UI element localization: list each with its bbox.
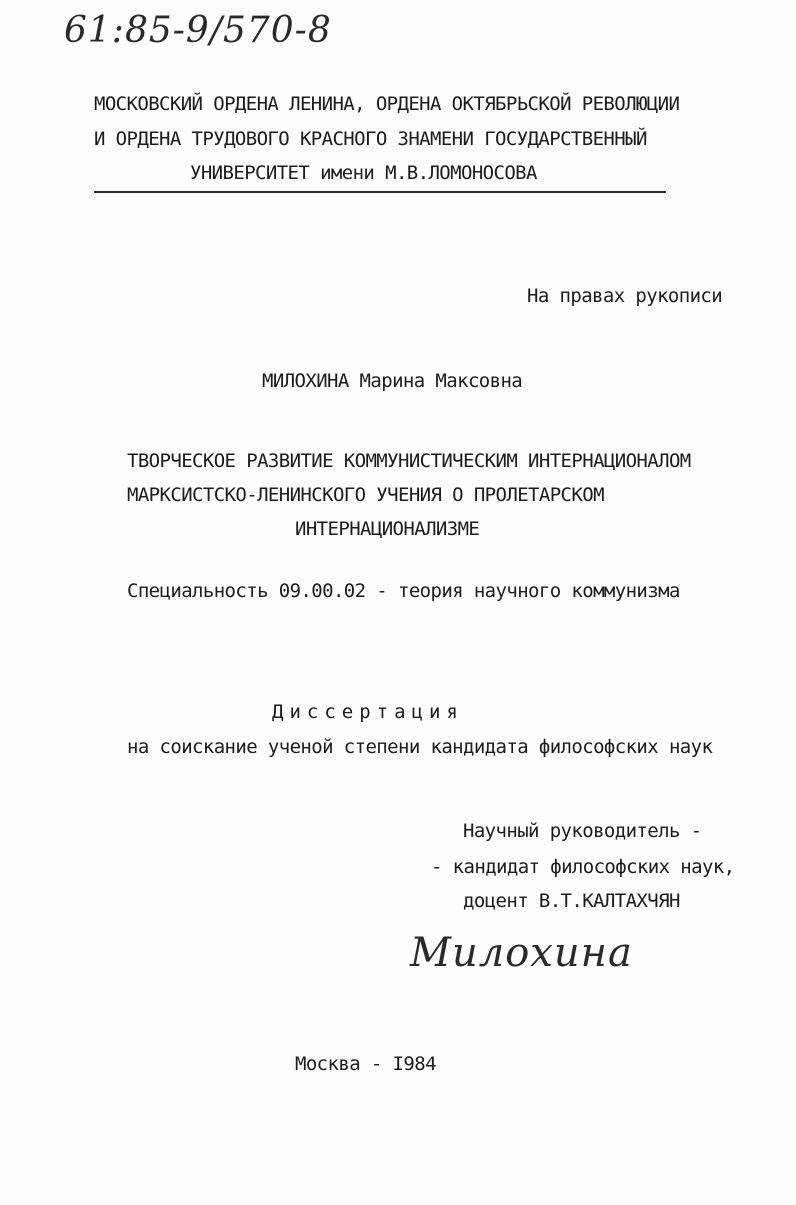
thesis-title-line-1: ТВОРЧЕСКОЕ РАЗВИТИЕ КОММУНИСТИЧЕСКИМ ИНТЕРНАЦИОНАЛОМ xyxy=(127,450,691,472)
thesis-title-line-2: МАРКСИСТСКО-ЛЕНИНСКОГО УЧЕНИЯ О ПРОЛЕТАРСКОМ xyxy=(127,484,604,506)
supervisor-line-3: доцент В.Т.КАЛТАХЧЯН xyxy=(463,890,680,912)
institution-line-1: МОСКОВСКИЙ ОРДЕНА ЛЕНИНА, ОРДЕНА ОКТЯБРЬСКОЙ РЕВОЛЮЦИИ xyxy=(94,93,680,115)
degree-statement: на соискание ученой степени кандидата философских наук xyxy=(127,736,713,758)
thesis-title-line-3: ИНТЕРНАЦИОНАЛИЗМЕ xyxy=(295,518,480,540)
author-signature: Милохина xyxy=(410,930,633,976)
author-name: МИЛОХИНА Марина Максовна xyxy=(262,370,523,392)
header-divider xyxy=(94,191,666,193)
document-type: Диссертация xyxy=(272,701,464,723)
archive-mark: 61:85-9/570-8 xyxy=(64,10,332,51)
supervisor-line-2: - кандидат философских наук, xyxy=(431,856,735,878)
institution-line-3: УНИВЕРСИТЕТ имени М.В.ЛОМОНОСОВА xyxy=(190,162,537,184)
specialty: Специальность 09.00.02 - теория научного коммунизма xyxy=(127,580,680,602)
manuscript-note: На правах рукописи xyxy=(527,285,723,307)
place-and-year: Москва - I984 xyxy=(295,1053,436,1075)
institution-line-2: И ОРДЕНА ТРУДОВОГО КРАСНОГО ЗНАМЕНИ ГОСУДАРСТВЕННЫЙ xyxy=(94,128,647,150)
supervisor-line-1: Научный руководитель - xyxy=(463,820,702,842)
